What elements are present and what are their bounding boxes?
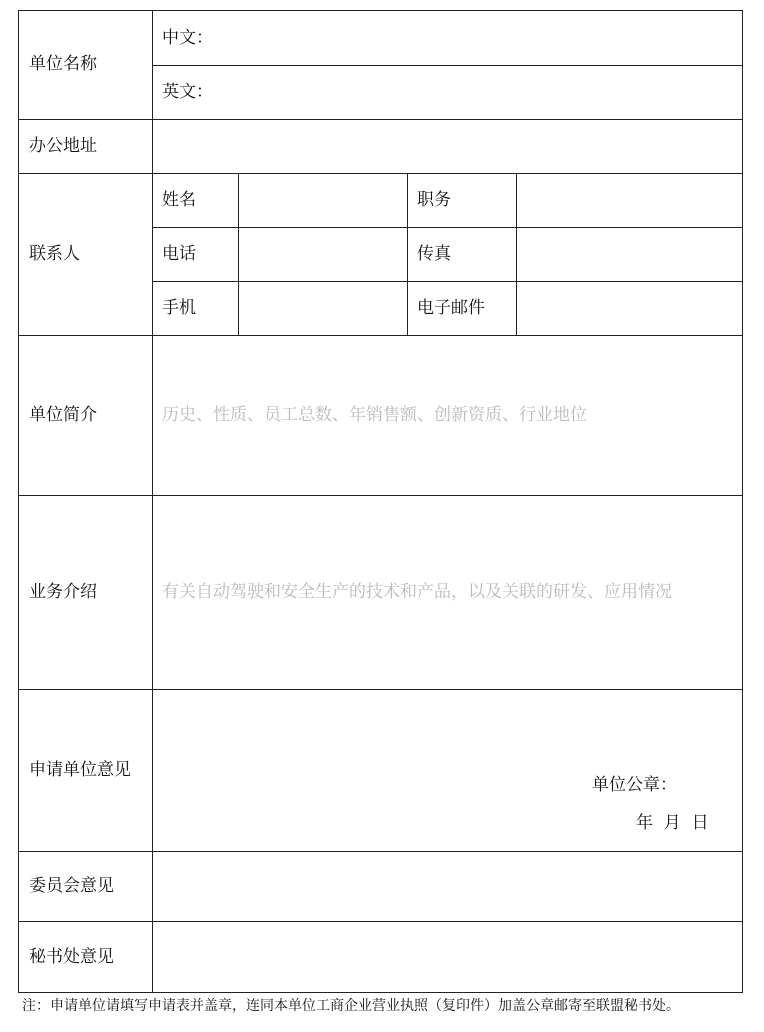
unit-profile-label: 单位简介 xyxy=(29,405,97,425)
column-divider xyxy=(152,11,153,992)
contact-position-field[interactable] xyxy=(521,177,737,223)
unit-profile-placeholder: 历史、性质、员工总数、年销售额、创新资质、行业地位 xyxy=(162,405,587,425)
business-intro-field[interactable] xyxy=(157,499,737,685)
contact-fax-field[interactable] xyxy=(521,231,737,277)
row-divider xyxy=(19,173,742,174)
unit-name-label: 单位名称 xyxy=(29,54,97,74)
date-label: 年 月 日 xyxy=(636,813,709,833)
secretariat-opinion-label: 秘书处意见 xyxy=(29,947,114,967)
contact-email-field[interactable] xyxy=(521,285,737,331)
row-divider xyxy=(19,921,742,922)
column-divider xyxy=(238,173,239,335)
row-divider xyxy=(19,689,742,690)
unit-seal-label: 单位公章： xyxy=(592,775,677,795)
committee-opinion-field[interactable] xyxy=(157,855,737,917)
application-form-table xyxy=(18,10,743,993)
business-intro-label: 业务介绍 xyxy=(29,582,97,602)
contact-name-field[interactable] xyxy=(243,177,403,223)
contact-mobile-field[interactable] xyxy=(243,285,403,331)
office-address-label: 办公地址 xyxy=(29,136,97,156)
unit-profile-field[interactable] xyxy=(157,339,737,491)
contact-position-label: 职务 xyxy=(417,190,451,210)
office-address-field[interactable] xyxy=(157,123,737,169)
row-divider xyxy=(152,281,742,282)
row-divider xyxy=(152,65,742,66)
secretariat-opinion-field[interactable] xyxy=(157,925,737,987)
contact-name-label: 姓名 xyxy=(162,190,196,210)
column-divider xyxy=(516,173,517,335)
contact-phone-field[interactable] xyxy=(243,231,403,277)
english-name-field[interactable] xyxy=(219,69,737,115)
contact-email-label: 电子邮件 xyxy=(417,298,485,318)
contact-phone-label: 电话 xyxy=(162,244,196,264)
contact-label: 联系人 xyxy=(29,244,80,264)
row-divider xyxy=(152,227,742,228)
row-divider xyxy=(19,851,742,852)
contact-mobile-label: 手机 xyxy=(162,298,196,318)
committee-opinion-label: 委员会意见 xyxy=(29,876,114,896)
footnote: 注：申请单位请填写申请表并盖章，连同本单位工商企业营业执照（复印件）加盖公章邮寄至联盟秘书处。 xyxy=(22,998,680,1014)
contact-fax-label: 传真 xyxy=(417,244,451,264)
applicant-opinion-label: 申请单位意见 xyxy=(29,760,131,780)
chinese-name-field[interactable] xyxy=(219,15,737,61)
row-divider xyxy=(19,495,742,496)
business-intro-placeholder: 有关自动驾驶和安全生产的技术和产品，以及关联的研发、应用情况 xyxy=(162,582,672,602)
row-divider xyxy=(19,119,742,120)
column-divider xyxy=(407,173,408,335)
chinese-name-label: 中文： xyxy=(162,28,213,48)
english-name-label: 英文： xyxy=(162,82,213,102)
row-divider xyxy=(19,335,742,336)
